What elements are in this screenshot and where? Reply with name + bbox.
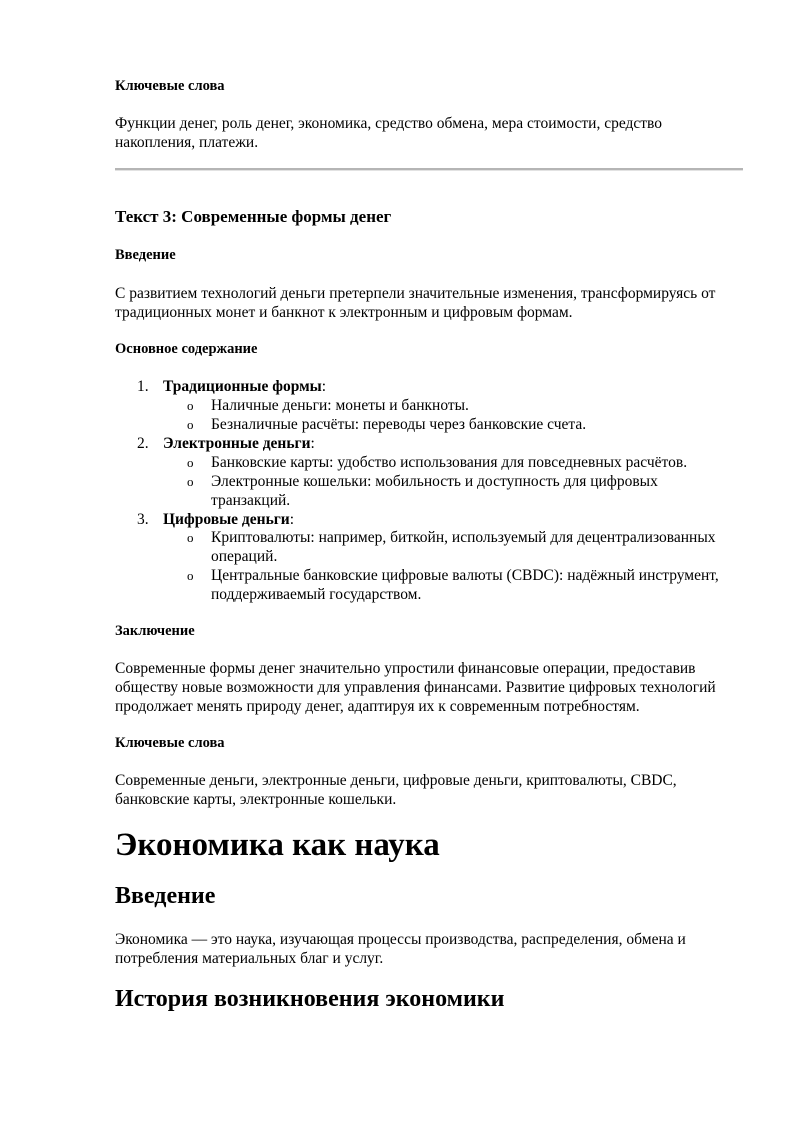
keywords-heading: Ключевые слова: [115, 735, 225, 751]
intro-line: традиционных монет и банкнот к электронным и цифровым формам.: [115, 304, 573, 321]
intro-paragraph: [115, 930, 745, 968]
sub-item-text: [211, 472, 751, 510]
sub-item-text: [211, 453, 751, 472]
keywords-line: накопления, платежи.: [115, 134, 259, 151]
intro-line: С развитием технологий деньги претерпели значительные изменения, трансформируясь от: [115, 285, 716, 302]
conclusion-paragraph: [115, 659, 745, 716]
sub-item-line: Наличные деньги: монеты и банкноты.: [211, 397, 469, 414]
list-number: 1.: [137, 378, 149, 395]
keywords-line: Функции денег, роль денег, экономика, средство обмена, мера стоимости, средство: [115, 115, 662, 132]
section-divider: [115, 168, 743, 171]
keywords-heading: Ключевые слова: [115, 78, 225, 94]
sub-item-text: [211, 396, 751, 415]
sub-item-text: [211, 528, 751, 566]
sub-item-text: [211, 566, 751, 604]
bullet-icon: o: [187, 530, 194, 545]
conclusion-line: продолжает менять природу денег, адаптируя их к современным потребностям.: [115, 698, 640, 715]
bullet-icon: o: [187, 417, 194, 432]
sub-item-line: операций.: [211, 548, 278, 565]
list-item-suffix: :: [289, 511, 295, 528]
bullet-icon: o: [187, 398, 194, 413]
intro-line: Экономика — это наука, изучающая процессы производства, распределения, обмена и: [115, 931, 686, 948]
sub-item-line: транзакций.: [211, 492, 291, 509]
sub-item-line: Криптовалюты: например, биткойн, используемый для децентрализованных: [211, 529, 716, 546]
keywords-line: Современные деньги, электронные деньги, цифровые деньги, криптовалюты, CBDC,: [115, 772, 677, 789]
list-number: 3.: [137, 511, 149, 528]
sub-item-line: Электронные кошельки: мобильность и доступность для цифровых: [211, 473, 658, 490]
list-number: 2.: [137, 435, 149, 452]
conclusion-line: Современные формы денег значительно упростили финансовые операции, предоставив: [115, 660, 696, 677]
list-item-text: [163, 510, 294, 529]
keywords-paragraph: [115, 114, 745, 152]
intro-heading: Введение: [115, 247, 176, 263]
intro-paragraph: [115, 284, 745, 322]
bullet-icon: o: [187, 474, 194, 489]
history-heading: История возникновения экономики: [115, 986, 505, 1012]
sub-item-line: Центральные банковские цифровые валюты (CBDC): надёжный инструмент,: [211, 567, 719, 584]
sub-item-text: [211, 415, 751, 434]
intro-heading: Введение: [115, 883, 216, 909]
list-item-label: Цифровые деньги: [163, 511, 290, 528]
bullet-icon: o: [187, 455, 194, 470]
list-item-suffix: :: [321, 378, 327, 395]
list-item-label: Электронные деньги: [163, 435, 311, 452]
section-title: Текст 3: Современные формы денег: [115, 207, 392, 226]
main-content-heading: Основное содержание: [115, 341, 258, 357]
sub-item-line: Банковские карты: удобство использования для повседневных расчётов.: [211, 454, 688, 471]
sub-item-line: поддерживаемый государством.: [211, 586, 422, 603]
conclusion-line: обществу новые возможности для управления финансами. Развитие цифровых технологий: [115, 679, 716, 696]
keywords-line: банковские карты, электронные кошельки.: [115, 791, 397, 808]
list-item-text: [163, 377, 326, 396]
conclusion-heading: Заключение: [115, 623, 195, 639]
sub-item-line: Безналичные расчёты: переводы через банковские счета.: [211, 416, 587, 433]
page-title: Экономика как наука: [115, 827, 440, 863]
keywords-paragraph: [115, 771, 745, 809]
list-item-text: [163, 434, 315, 453]
list-item-label: Традиционные формы: [163, 378, 322, 395]
list-item-suffix: :: [310, 435, 315, 452]
intro-line: потребления материальных благ и услуг.: [115, 950, 384, 967]
bullet-icon: o: [187, 568, 194, 583]
